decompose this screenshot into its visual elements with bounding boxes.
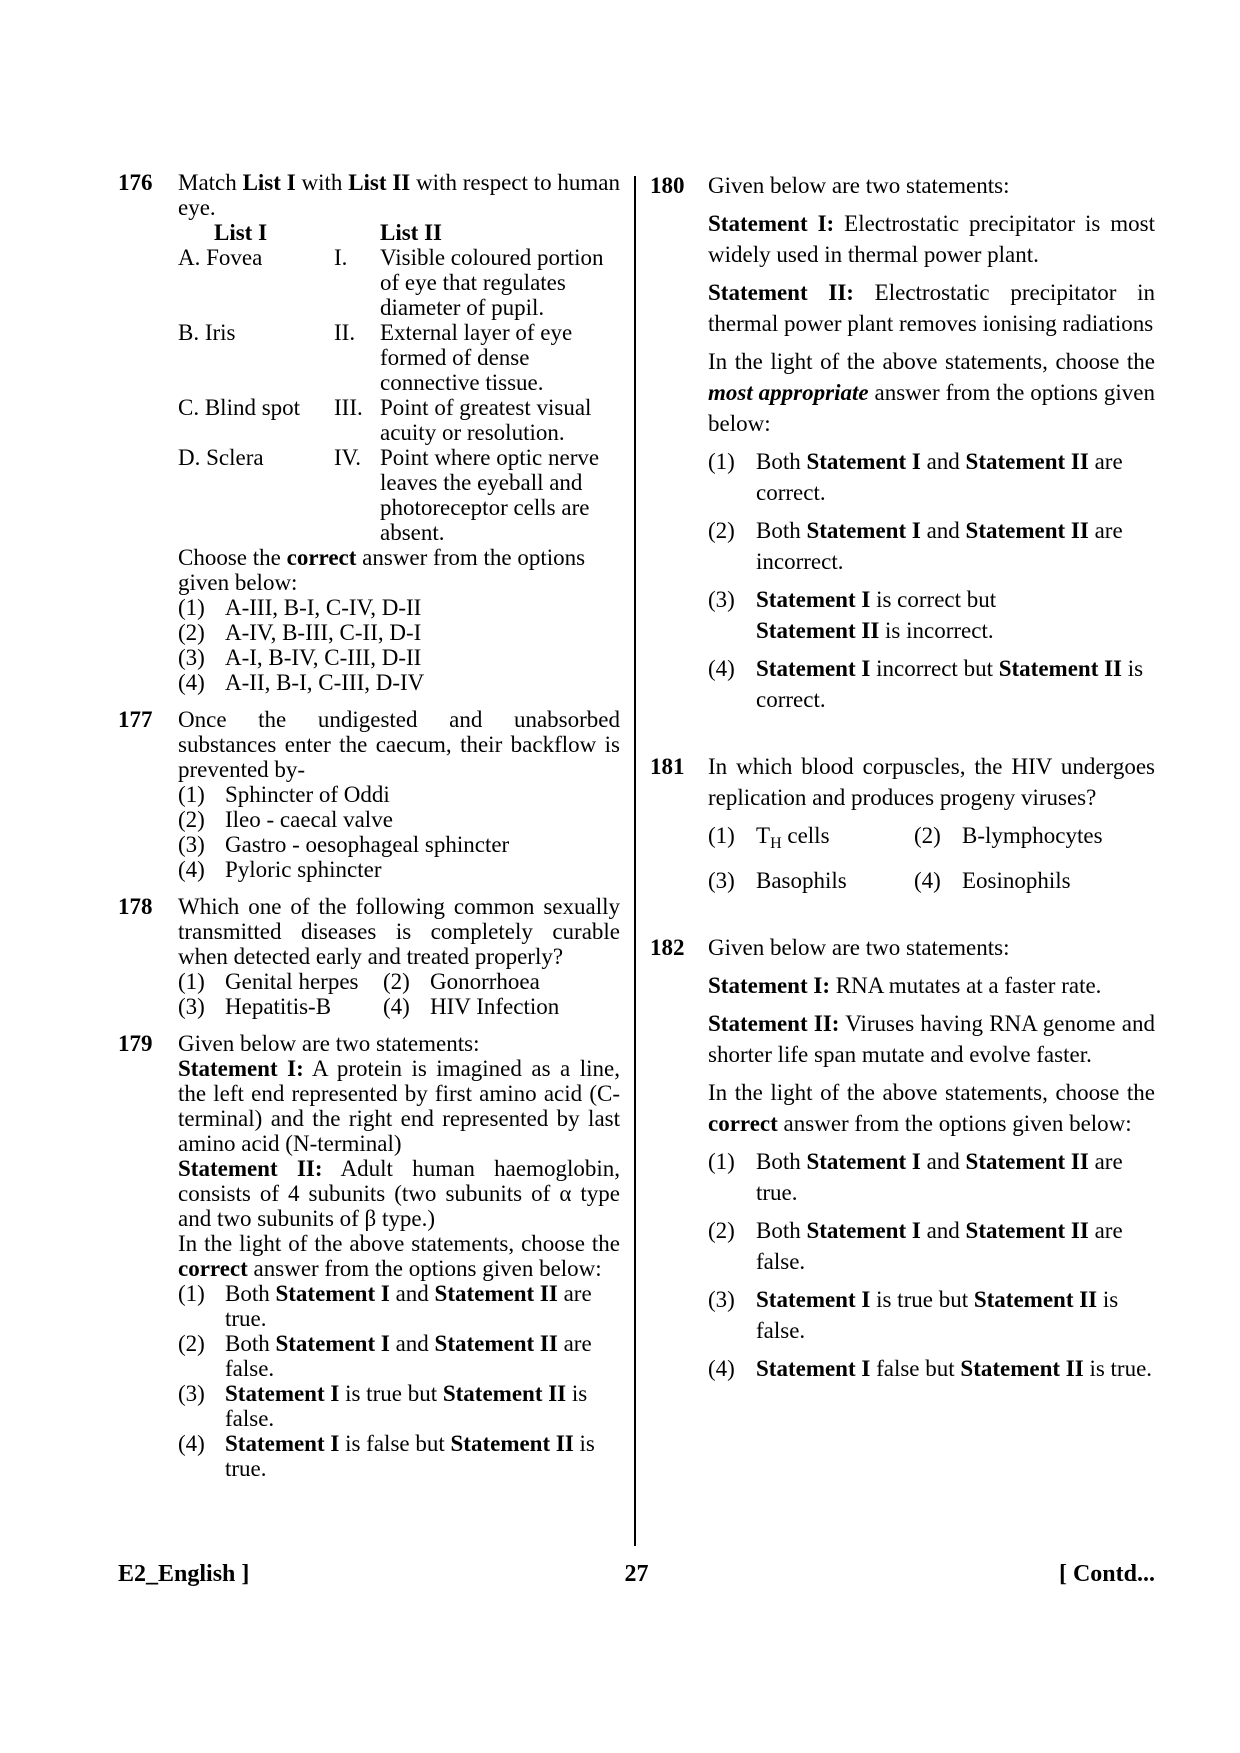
option-2[interactable]: (2) Gonorrhoea <box>383 969 540 994</box>
question-number: 176 <box>118 170 153 195</box>
statement-1: Statement I: A protein is imagined as a line, the left end represented by first amino acid (C-terminal) and the right end represented by last amino acid (N-terminal) <box>178 1056 620 1156</box>
question-179 <box>118 1031 620 1481</box>
options-grid <box>708 820 1155 896</box>
option-1[interactable]: (1) Both Statement I and Statement II are true. <box>178 1281 592 1331</box>
question-178 <box>118 894 620 1019</box>
choose-instruction: In the light of the above statements, choose the correct answer from the options given below: <box>708 1080 1155 1136</box>
list-headers: List I List II <box>214 220 442 245</box>
page-number: 27 <box>624 1561 649 1587</box>
option-1[interactable]: (1) Sphincter of Oddi <box>178 782 390 807</box>
continued-note: [ Contd... <box>1058 1561 1155 1587</box>
option-2[interactable]: (2) Both Statement I and Statement II are incorrect. <box>708 518 1123 574</box>
option-1[interactable]: (1) Both Statement I and Statement II are correct. <box>708 449 1123 505</box>
option-4[interactable]: (4) Statement I is false but Statement II is true. <box>178 1431 595 1481</box>
option-4[interactable]: (4) HIV Infection <box>383 994 560 1019</box>
question-number: 182 <box>650 935 685 960</box>
option-3[interactable]: (3) Gastro - oesophageal sphincter <box>178 832 510 857</box>
statement-2: Statement II: Viruses having RNA genome and shorter life span mutate and evolve faster. <box>708 1011 1155 1067</box>
option-2[interactable]: (2) Both Statement I and Statement II are false. <box>708 1218 1123 1274</box>
match-row: C. Blind spot III. Point of greatest visual acuity or resolution. <box>178 395 592 445</box>
page-footer <box>118 1561 1155 1591</box>
statement-1: Statement I: RNA mutates at a faster rate. <box>708 973 1102 998</box>
column-divider <box>634 176 636 1546</box>
question-181 <box>650 751 1155 896</box>
option-2[interactable]: (2) Ileo - caecal valve <box>178 807 393 832</box>
option-1[interactable]: (1) Both Statement I and Statement II are true. <box>708 1149 1123 1205</box>
question-stem: In which blood corpuscles, the HIV undergoes replication and produces progeny viruses? <box>708 754 1155 810</box>
question-intro: Given below are two statements: <box>178 1031 480 1056</box>
option-2[interactable]: (2) B-lymphocytes <box>914 823 1103 848</box>
question-180 <box>650 170 1155 715</box>
question-intro: Given below are two statements: <box>708 935 1010 960</box>
question-177 <box>118 707 620 882</box>
paper-code: E2_English ] <box>118 1561 250 1587</box>
option-4[interactable]: (4) Statement I false but Statement II is true. <box>708 1356 1153 1381</box>
question-intro: Given below are two statements: <box>708 173 1010 198</box>
options-grid <box>178 969 620 1019</box>
question-number: 177 <box>118 707 153 732</box>
question-182 <box>650 932 1155 1384</box>
match-row: B. Iris II. External layer of eye formed of dense connective tissue. <box>178 320 573 395</box>
option-2[interactable]: (2) Both Statement I and Statement II are false. <box>178 1331 592 1381</box>
statement-2: Statement II: Adult human haemoglobin, consists of 4 subunits (two subunits of α type and two subunits of β type.) <box>178 1156 620 1231</box>
option-4[interactable]: (4) Pyloric sphincter <box>178 857 382 882</box>
question-number: 180 <box>650 173 685 198</box>
option-3[interactable]: (3) Statement I is true but Statement II is false. <box>178 1381 588 1431</box>
question-stem: Once the undigested and unabsorbed substances enter the caecum, their backflow is prevented by- <box>178 707 620 782</box>
option-3[interactable]: (3) Hepatitis-B <box>178 994 332 1019</box>
choose-instruction: In the light of the above statements, choose the correct answer from the options given below: <box>178 1231 620 1281</box>
option-1[interactable]: (1) Genital herpes <box>178 969 359 994</box>
statement-2: Statement II: Electrostatic precipitator in thermal power plant removes ionising radiations <box>708 280 1155 336</box>
question-number: 178 <box>118 894 153 919</box>
match-row: A. Fovea I. Visible coloured portion of eye that regulates diameter of pupil. <box>178 245 604 320</box>
option-3[interactable]: (3) Statement I is true but Statement II is false. <box>708 1287 1119 1343</box>
option-3[interactable]: (3) Statement I is correct but Statement II is incorrect. <box>708 587 997 643</box>
question-176 <box>118 170 620 695</box>
left-column <box>118 170 620 1481</box>
choose-instruction: In the light of the above statements, choose the most appropriate answer from the options given below: <box>708 349 1155 436</box>
option-1[interactable]: (1) $T_H$ cells <box>708 823 830 852</box>
option-4[interactable]: (4) A-II, B-I, C-III, D-IV <box>178 670 425 695</box>
option-2[interactable]: (2) A-IV, B-III, C-II, D-I <box>178 620 422 645</box>
choose-instruction: Choose the correct answer from the options given below: <box>178 545 586 595</box>
match-row: D. Sclera IV. Point where optic nerve leaves the eyeball and photoreceptor cells are absent. <box>178 445 600 545</box>
question-stem: Match List I with List II with respect to human eye. <box>178 170 621 220</box>
question-stem: Which one of the following common sexually transmitted diseases is completely curable when detected early and treated properly? <box>178 894 620 969</box>
option-4[interactable]: (4) Statement I incorrect but Statement II is correct. <box>708 656 1144 712</box>
statement-1: Statement I: Electrostatic precipitator is most widely used in thermal power plant. <box>708 211 1155 267</box>
right-column <box>650 170 1155 1384</box>
option-4[interactable]: (4) Eosinophils <box>914 868 1071 893</box>
option-3[interactable]: (3) A-I, B-IV, C-III, D-II <box>178 645 422 670</box>
question-number: 181 <box>650 754 685 779</box>
option-3[interactable]: (3) Basophils <box>708 868 847 893</box>
question-number: 179 <box>118 1031 153 1056</box>
option-1[interactable]: (1) A-III, B-I, C-IV, D-II <box>178 595 422 620</box>
